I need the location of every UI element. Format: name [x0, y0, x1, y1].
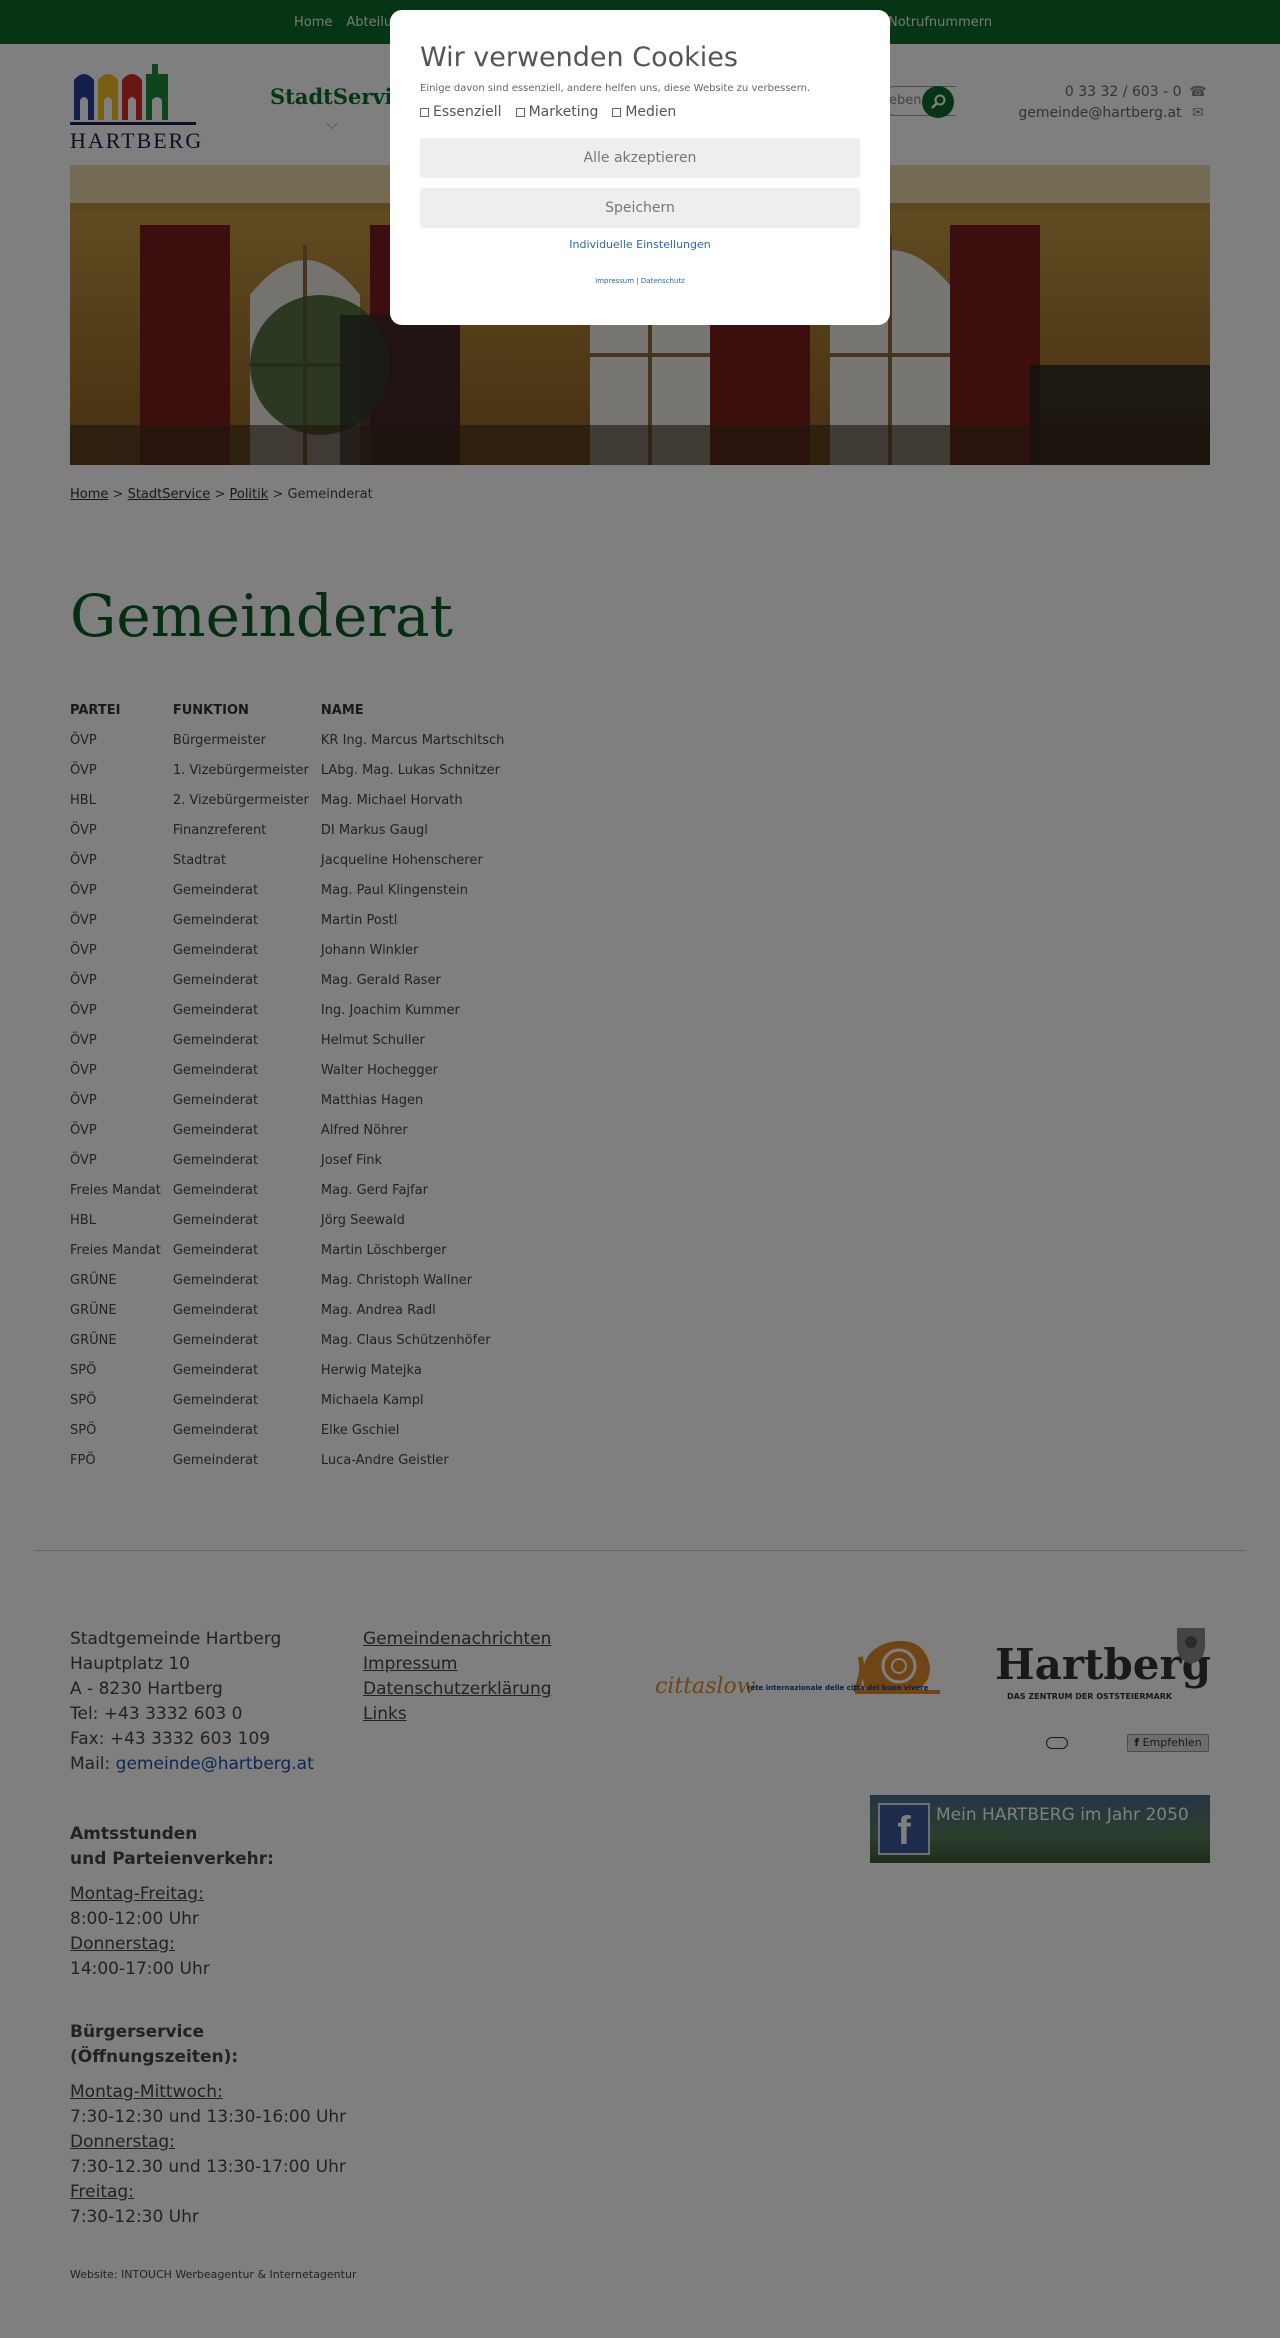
cookie-legal-links: Impressum | Datenschutz: [595, 277, 685, 285]
cookie-option-medien[interactable]: Medien: [612, 104, 676, 120]
cookie-description: Einige davon sind essenziell, andere helfen uns, diese Website zu verbessern.: [420, 83, 811, 94]
individual-settings-link[interactable]: Individuelle Einstellungen: [569, 238, 711, 251]
save-button[interactable]: Speichern: [420, 188, 860, 228]
checkbox-medien[interactable]: [612, 108, 621, 117]
cookie-dialog: [390, 10, 890, 325]
cookie-option-marketing[interactable]: Marketing: [516, 104, 599, 120]
cookie-options: [420, 104, 860, 120]
accept-all-button[interactable]: Alle akzeptieren: [420, 138, 860, 178]
cookie-impressum-link[interactable]: Impressum: [595, 277, 635, 285]
checkbox-marketing[interactable]: [516, 108, 525, 117]
checkbox-essenziell[interactable]: [420, 108, 429, 117]
cookie-option-essenziell[interactable]: Essenziell: [420, 104, 502, 120]
cookie-datenschutz-link[interactable]: Datenschutz: [640, 277, 685, 285]
cookie-title: Wir verwenden Cookies: [420, 42, 738, 73]
